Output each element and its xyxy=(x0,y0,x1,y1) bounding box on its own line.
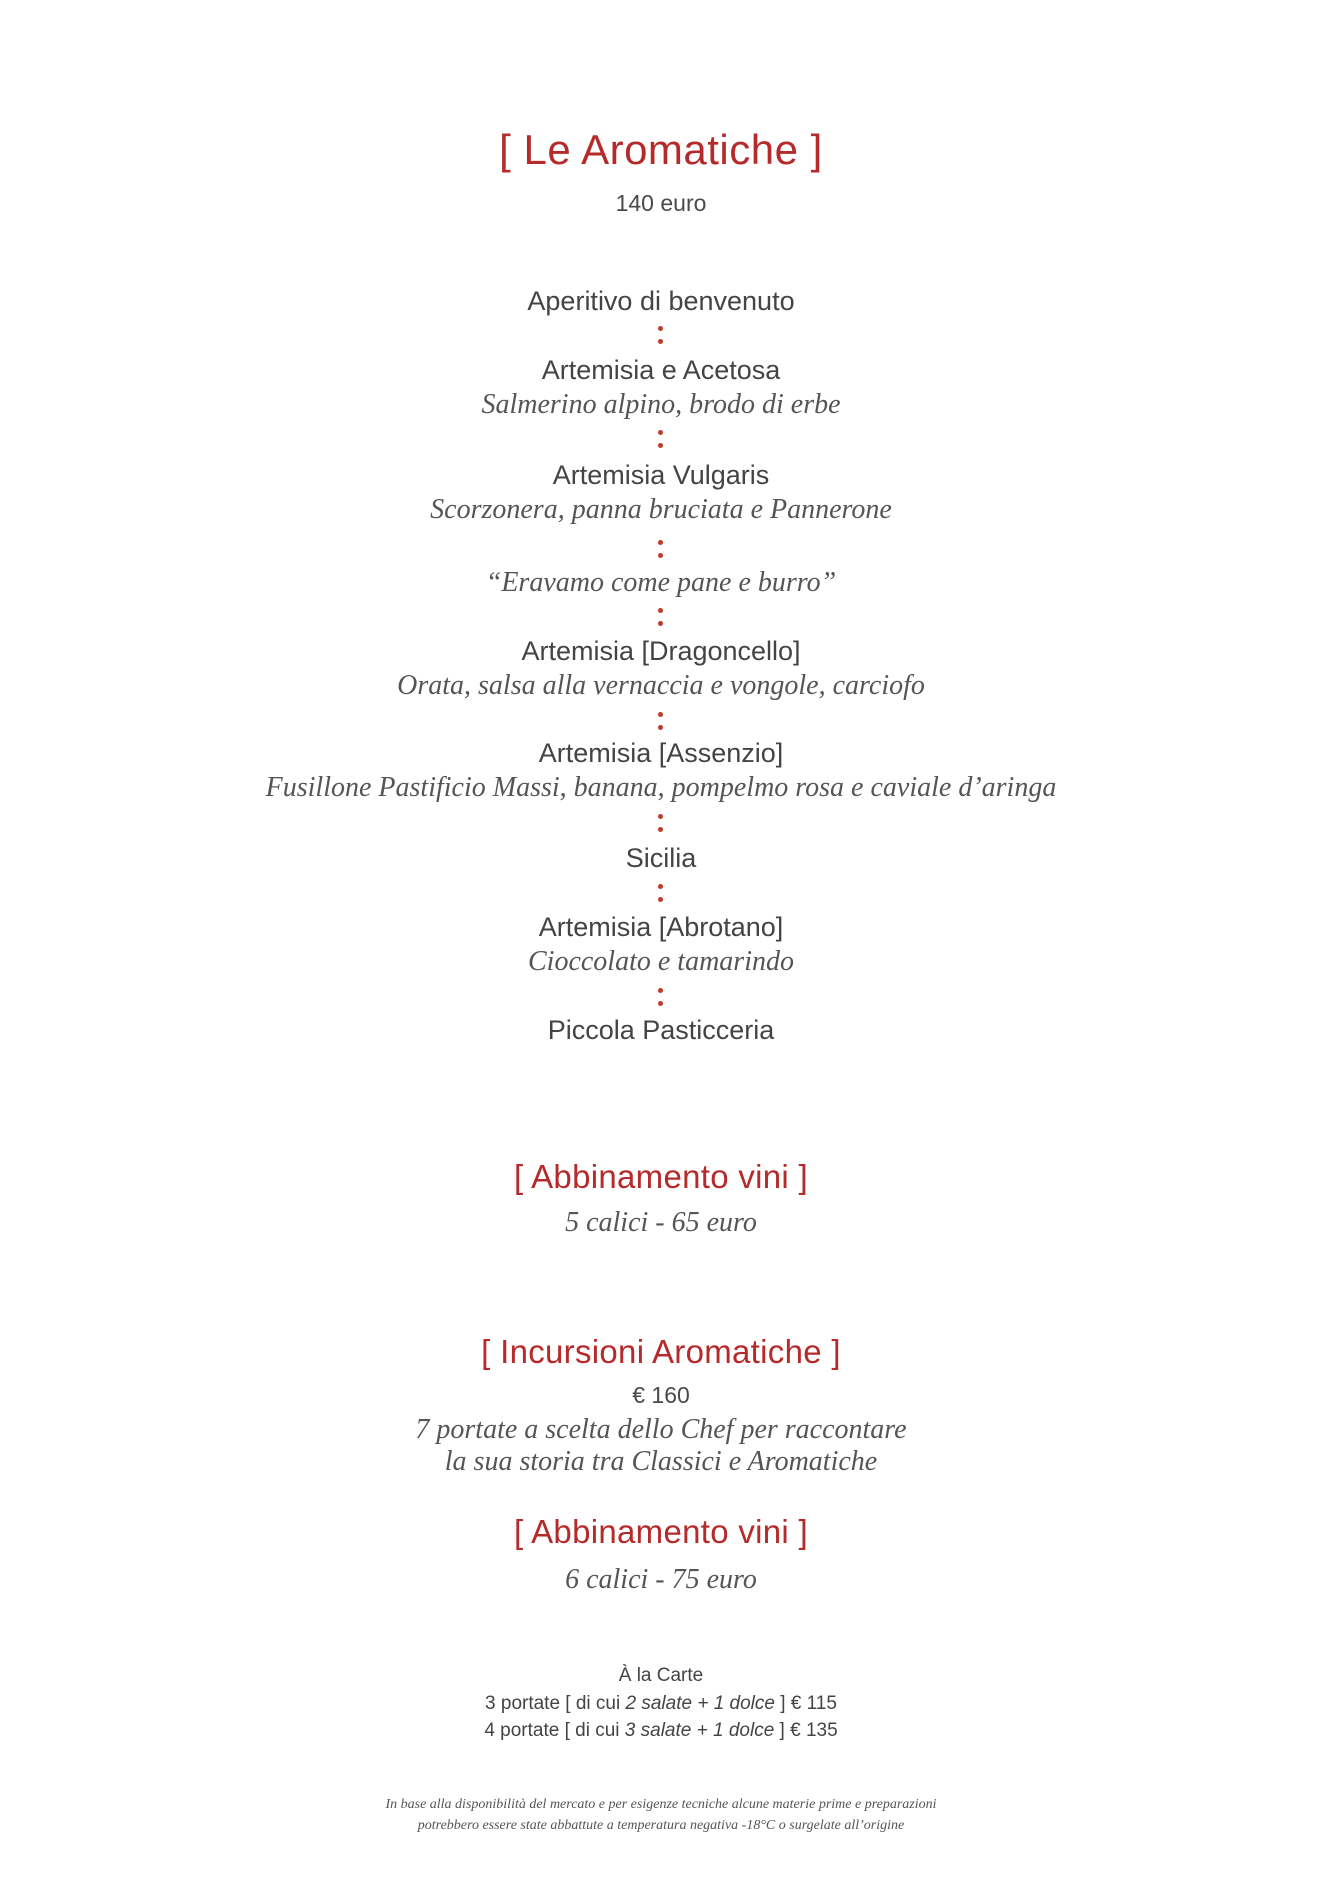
course-name: Artemisia [Dragoncello] xyxy=(521,636,801,666)
menu-price: 140 euro xyxy=(615,190,707,216)
a-la-carte-option: 3 portate [ di cui 2 salate + 1 dolce ] € 115 xyxy=(485,1693,837,1714)
wine-pairing-detail: 5 calici - 65 euro xyxy=(565,1207,757,1238)
course-desc: Scorzonera, panna bruciata e Pannerone xyxy=(430,494,892,525)
course-desc: Orata, salsa alla vernaccia e vongole, carciofo xyxy=(397,670,925,701)
incursioni-desc: la sua storia tra Classici e Aromatiche xyxy=(444,1446,878,1477)
incursioni-title: [ Incursioni Aromatiche ] xyxy=(481,1333,841,1370)
course-name: Sicilia xyxy=(625,843,697,873)
course-name: Artemisia [Abrotano] xyxy=(538,912,784,942)
a-la-carte-title: À la Carte xyxy=(618,1665,704,1686)
incursioni-price: € 160 xyxy=(632,1382,690,1408)
footnote: potrebbero essere state abbattute a temperatura negativa -18°C o surgelate all’origine xyxy=(417,1818,905,1833)
separator-dots xyxy=(655,876,667,910)
menu-title: [ Le Aromatiche ] xyxy=(499,126,823,173)
course-name: Aperitivo di benvenuto xyxy=(527,286,795,316)
separator-dots xyxy=(655,600,667,634)
incursioni-desc: 7 portate a scelta dello Chef per raccontare xyxy=(415,1414,907,1445)
wine-pairing-detail: 6 calici - 75 euro xyxy=(565,1564,757,1595)
wine-pairing-title: [ Abbinamento vini ] xyxy=(513,1513,808,1550)
separator-dots xyxy=(655,318,667,352)
course-desc: Salmerino alpino, brodo di erbe xyxy=(481,389,841,420)
a-la-carte-option: 4 portate [ di cui 3 salate + 1 dolce ] € 135 xyxy=(484,1720,838,1741)
course-desc: Cioccolato e tamarindo xyxy=(528,946,794,977)
course-name: Artemisia [Assenzio] xyxy=(538,738,784,768)
course-name: Artemisia e Acetosa xyxy=(541,355,781,385)
course-quote: “Eravamo come pane e burro” xyxy=(485,567,837,598)
separator-dots xyxy=(655,532,667,566)
separator-dots xyxy=(655,806,667,840)
separator-dots xyxy=(655,980,667,1014)
course-name: Piccola Pasticceria xyxy=(547,1015,775,1045)
course-name: Artemisia Vulgaris xyxy=(552,460,770,490)
separator-dots xyxy=(655,704,667,738)
footnote: In base alla disponibilità del mercato e per esigenze tecniche alcune materie prime e preparazioni xyxy=(385,1797,937,1812)
course-desc: Fusillone Pastificio Massi, banana, pompelmo rosa e caviale d’aringa xyxy=(265,772,1057,803)
separator-dots xyxy=(655,422,667,456)
wine-pairing-title: [ Abbinamento vini ] xyxy=(513,1158,808,1195)
